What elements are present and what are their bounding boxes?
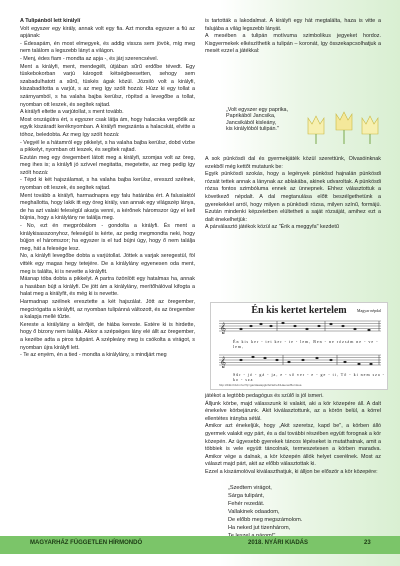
paragraph: Álljunk körbe, majd válasszunk ki valakit, aki a kör közepére áll. A dalt énekelve körbejárunk. Akit kiválasztottunk, az a körön belül, a körrel ellentétes irányba sétál. [205, 400, 381, 422]
paragraph: Ment tovább a királyfi, harmadnapra egy falu határába ért. A falusiaktól meghallotta, hogy lakik itt egy öreg király, van annak egy világszép lánya, de ha azt valaki feleségül akarja venni, a kérőnek háromszor úgy el kell bújnia, hogy a királylány ne találja meg. [20, 192, 195, 222]
paragraph: Ment a királyfi, ment, mendegélt, útjában sűrű erdőbe tévedt. Egy tüskebokorban varjú károgott kétségbeesetten, sehogy sem szabadulhatott a sűrű, tüskés ágak közül. Józsiló volt a királyfi, kiszabadította a varjút, s az meg így szólt hozzá: Húzz ki egy tollat a szárnyamból, s ha valaha bajba kerülsz, röpítsd a levegőbe a tollat, nyomban ott leszek, és segítek rajtad. [20, 63, 195, 108]
poem-line: Ha neked jut tizenhárom, [228, 525, 291, 531]
right-column-bottom [205, 393, 381, 477]
publication-name: MAGYARHÁZ FÜGGETLEN HÍRMONDÓ [30, 540, 143, 546]
paragraph: Ezzel a kiszámolóval kiválaszthatjuk, ki álljon be először a kör közepére: [205, 468, 378, 475]
tulip-icon [336, 112, 352, 144]
lyrics-line: Én kis ker - tet ker - te - lem, Ben - ne rózsám ne - ve - lem, [233, 339, 379, 349]
paragraph: Ezután meg egy öregembert látott meg a királyfi, szomjas volt az öreg, meg ihes is; a királyfi jó szívvel megitatta, megetette, az meg pedig így szólt hozzá: [20, 154, 195, 176]
paragraph: Most országútra ért, s egyszer csak látja ám, hogy halacska vergődik az egyik kiszáradt keréknyomban. A királyfi megszánta a halacskát, elvitte a tóhoz, beledobta. Az meg így szólt hozzá: [20, 116, 195, 138]
left-column [20, 18, 195, 360]
lyrics-line: Sűr - jó - gá - ja, e - ső ver - e - ge - ti, Tő - ki nem sza - ko - sza [233, 372, 386, 382]
svg-text:𝄞: 𝄞 [220, 323, 226, 334]
paragraph: - No, ezt én megpróbálom - gondolta a királyfi. És ment a királykisasszonyhoz, feleségül is kérte, az pedig megmondta neki, hogy bújjon el háromszor; ha egyszer is el tud bújni úgy, hogy ő nem találja meg, hát a felesége lesz. [20, 223, 195, 252]
paragraph: Amikor azt énekeljük, hogy „Akit szeretsz, kapd be", a körben álló gyermek valakit egy párt, és a dal további részében együtt forognak a kör közepén. Az ügyesebb gyerekek táncos lépéseket is mutathatnak, amit a többiek is vele együtt táncolnak, termeszetesen a körben maradva. Amikor vége a dalnak, a kör közepén állók helyet cserélnek. Most az választ majd párt, akit az előbb választottak ki. [205, 423, 381, 468]
counting-rhyme [228, 484, 302, 540]
poem-line: Fehér rezedát. [228, 501, 265, 507]
paragraph: No, a királyfi levegőbe dobta a varjútollat. Jöttek a varjak seregestül, föl vitték egy magas hegy tetejére. De a királylány egyenesen oda ment, meg is találta, ki is nevette a királyfit. [20, 253, 195, 275]
quote-line: „Volt egyszer egy paprika, [226, 107, 289, 113]
quote-line: kis királylóból tulipán." [226, 126, 279, 133]
song-subtitle: Magyar népdal [356, 308, 381, 313]
article-title: A Tulipánból lett királylí [20, 18, 81, 24]
quote-line: Jancsikából kisleány, [226, 119, 277, 126]
paragraph: A mesében a tulipán motívuma szimbolikus jegyeket hordoz. Kisgyermekek elkészíthetik a tulipán – koronát, így összekapcsolhatjuk a mesét ezzel a játékkal: [205, 33, 381, 55]
paragraph: A párválasztó játékok közül az "Érik a meggyfa" kezdetű [205, 224, 339, 231]
paragraph: A királyfi eltette a varjútollat, s ment tovább. [20, 109, 124, 116]
paragraph: játékot a legtöbb pedagógus és szülő is jól ismeri. [205, 393, 324, 399]
paragraph: is tartották a lakodalmat. A királyfi egy hát megtalálta, haza is vitte a falujába a világ legszebb lányát. [205, 18, 381, 32]
sheet-music [210, 302, 388, 390]
paragraph: - Édesapám, én most elmegyek, és addig vissza sem jövök, míg meg nem találom a legszebb lányt a világon. [20, 40, 195, 55]
poem-line: Vallakinek odaadom, [228, 509, 280, 515]
tulip-icon [362, 116, 378, 144]
quote-line: Paprikából Jancsika, [226, 113, 276, 120]
rhyme-quote [226, 107, 288, 133]
right-column-mid [205, 156, 381, 232]
song-title: Én kis kertet kertelem [251, 305, 347, 316]
paragraph: - Vegyél le a hátamról egy pikkelyt, s ha valaha bajba kerülsz, dobd vízbe a pikkelyt, nyomban ott leszek, és segítek rajtad. [20, 139, 195, 154]
paragraph: - Menj, édes fiam - mondta az apja -, és járj szerencsével. [20, 55, 159, 62]
poem-line: Sárga tulipánt, [228, 493, 265, 499]
poem-line: De előbb meg megszámolom. [228, 517, 303, 523]
paragraph: Másnap tóba dobta a pikkelyt. A partra özönlött egy hatalmas ha, annak a hasában bújt a királyfi. De jött ám a királylány, merítőhálóval kifogta a halat meg a királyfit, és még ki is nevette. [20, 276, 195, 298]
paragraph: Egyik pünkösdi szokás, hogy a legények pünkösd hajnalán pünkösdi rózsát tettek annak a lánynak az ablakába, akinek udvaroltak. A pünkösdi rózsa fontos szimbóluma ennek az ünnepnek. Ehhez választottuk a következő népdalt. A dal megtanulása előtt beszélgethetünk a gyerekekkel arról, hogy milyen a pünkösdi rózsa, milyen színű, formájú. Ezután mindenki képzeletben elültetheti a saját rózsáját, amihez ezt a dalt énekelhetjük: [205, 171, 381, 223]
paragraph: - Tépd ki két hajszálamat, s ha valaha bajba kerülsz, eresszd szélnek, nyomban ott leszek, és segítek rajtad. [20, 177, 195, 192]
page-number: 23 [364, 540, 371, 546]
svg-text:𝄞: 𝄞 [220, 357, 226, 368]
paragraph: Harmadnap szélnek eresztette a két hajszálat. Jött az öregember, megcirógatta a királyfit, az nyomban tulipánná változott, és az öregember a kalapja mellé tűzte. [20, 298, 195, 321]
issue-label: 2018. NYÁRI KIADÁS [248, 540, 309, 546]
tulip-icon [308, 116, 324, 144]
tulip-crown-illustration [300, 104, 384, 146]
paragraph: A sok pünkösdi dal és gyermekjáték közül szerettünk, Olvasóinknak ezekből még kettőt mutatunk be: [205, 156, 381, 170]
source-url[interactable]: http://diiik.frdvin.hu/?q=gazdaaiapgkrfeNeFeKiHaenerBornkoa [219, 383, 302, 387]
right-column-top [205, 18, 381, 56]
paragraph: Kereste a királylány a kérőjét, de hiába kereste. Estére ki is hirdette, hogy ő bizony nem találja. Akkor a szépséges lány elé állt az öregember, a kezébe adta a piros tulipánt. A szépleány meg is csókolta a virágot, s nyomban újra királyfi lett. [20, 321, 195, 351]
paragraph: - Te az enyém, én a tied - mondta a királylány, s mindjárt meg [20, 352, 167, 359]
poem-line: „Szedtem virágot, [228, 485, 272, 491]
paragraph: Volt egyszer egy király, annak volt egy fia. Azt mondta egyszer a fiú az apjának: [20, 25, 195, 40]
